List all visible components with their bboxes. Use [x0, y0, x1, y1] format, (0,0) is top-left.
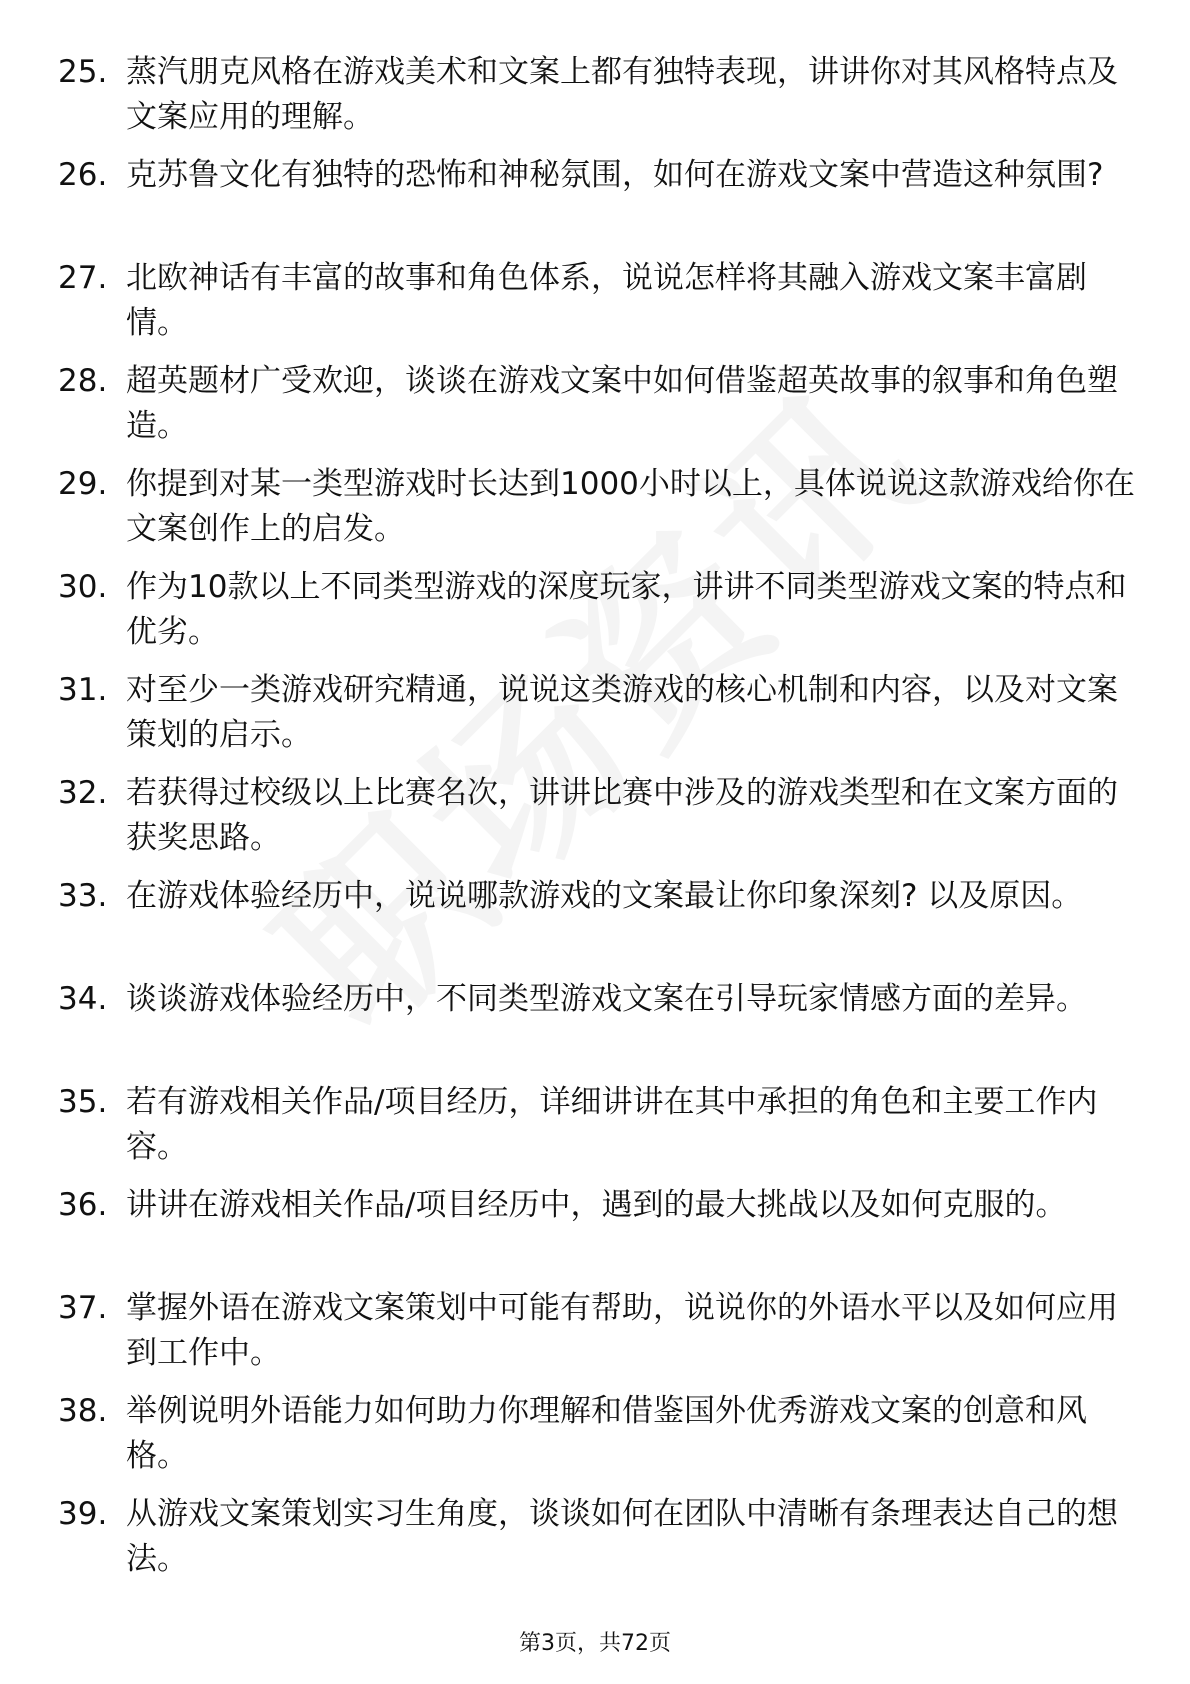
question-number: 38. — [58, 1393, 108, 1429]
question-item — [58, 565, 1138, 668]
question-number: 39. — [58, 1496, 108, 1532]
question-number: 28. — [58, 363, 108, 399]
question-number: 27. — [58, 260, 108, 296]
question-item — [58, 50, 1138, 153]
question-item — [58, 977, 1138, 1080]
question-number: 34. — [58, 981, 108, 1017]
question-item — [58, 668, 1138, 771]
question-item — [58, 462, 1138, 565]
question-number: 29. — [58, 466, 108, 502]
question-item — [58, 256, 1138, 359]
question-text: 讲讲在游戏相关作品/项目经历中，遇到的最大挑战以及如何克服的。 — [126, 1187, 1067, 1223]
question-item — [58, 874, 1138, 977]
question-list — [58, 50, 1138, 1595]
question-number: 33. — [58, 878, 108, 914]
question-number: 30. — [58, 569, 108, 605]
question-item — [58, 1286, 1138, 1389]
question-text: 对至少一类游戏研究精通，说说这类游戏的核心机制和内容，以及对文案策划的启示。 — [126, 672, 1118, 753]
question-item — [58, 771, 1138, 874]
question-item — [58, 1080, 1138, 1183]
question-number: 31. — [58, 672, 108, 708]
question-text: 若获得过校级以上比赛名次，讲讲比赛中涉及的游戏类型和在文案方面的获奖思路。 — [126, 775, 1118, 856]
question-text: 谈谈游戏体验经历中，不同类型游戏文案在引导玩家情感方面的差异。 — [126, 981, 1087, 1017]
question-item — [58, 359, 1138, 462]
question-text: 在游戏体验经历中，说说哪款游戏的文案最让你印象深刻? 以及原因。 — [126, 878, 1083, 914]
page-number-footer: 第3页，共72页 — [519, 1631, 671, 1656]
question-number: 37. — [58, 1290, 108, 1326]
question-text: 蒸汽朋克风格在游戏美术和文案上都有独特表现，讲讲你对其风格特点及文案应用的理解。 — [126, 54, 1118, 135]
question-item — [58, 1492, 1138, 1595]
question-text: 克苏鲁文化有独特的恐怖和神秘氛围，如何在游戏文案中营造这种氛围? — [126, 157, 1104, 193]
question-number: 36. — [58, 1187, 108, 1223]
question-number: 32. — [58, 775, 108, 811]
question-text: 北欧神话有丰富的故事和角色体系，说说怎样将其融入游戏文案丰富剧情。 — [126, 260, 1087, 341]
question-text: 举例说明外语能力如何助力你理解和借鉴国外优秀游戏文案的创意和风格。 — [126, 1393, 1087, 1474]
question-text: 若有游戏相关作品/项目经历，详细讲讲在其中承担的角色和主要工作内容。 — [126, 1084, 1098, 1165]
question-number: 26. — [58, 157, 108, 193]
question-item — [58, 153, 1138, 256]
question-number: 35. — [58, 1084, 108, 1120]
question-text: 超英题材广受欢迎，谈谈在游戏文案中如何借鉴超英故事的叙事和角色塑造。 — [126, 363, 1118, 444]
question-text: 从游戏文案策划实习生角度，谈谈如何在团队中清晰有条理表达自己的想法。 — [126, 1496, 1118, 1577]
question-number: 25. — [58, 54, 108, 90]
question-item — [58, 1389, 1138, 1492]
question-text: 你提到对某一类型游戏时长达到1000小时以上，具体说说这款游戏给你在文案创作上的启发。 — [126, 466, 1135, 547]
question-item — [58, 1183, 1138, 1286]
question-text: 作为10款以上不同类型游戏的深度玩家，讲讲不同类型游戏文案的特点和优劣。 — [126, 569, 1127, 650]
question-text: 掌握外语在游戏文案策划中可能有帮助，说说你的外语水平以及如何应用到工作中。 — [126, 1290, 1118, 1371]
